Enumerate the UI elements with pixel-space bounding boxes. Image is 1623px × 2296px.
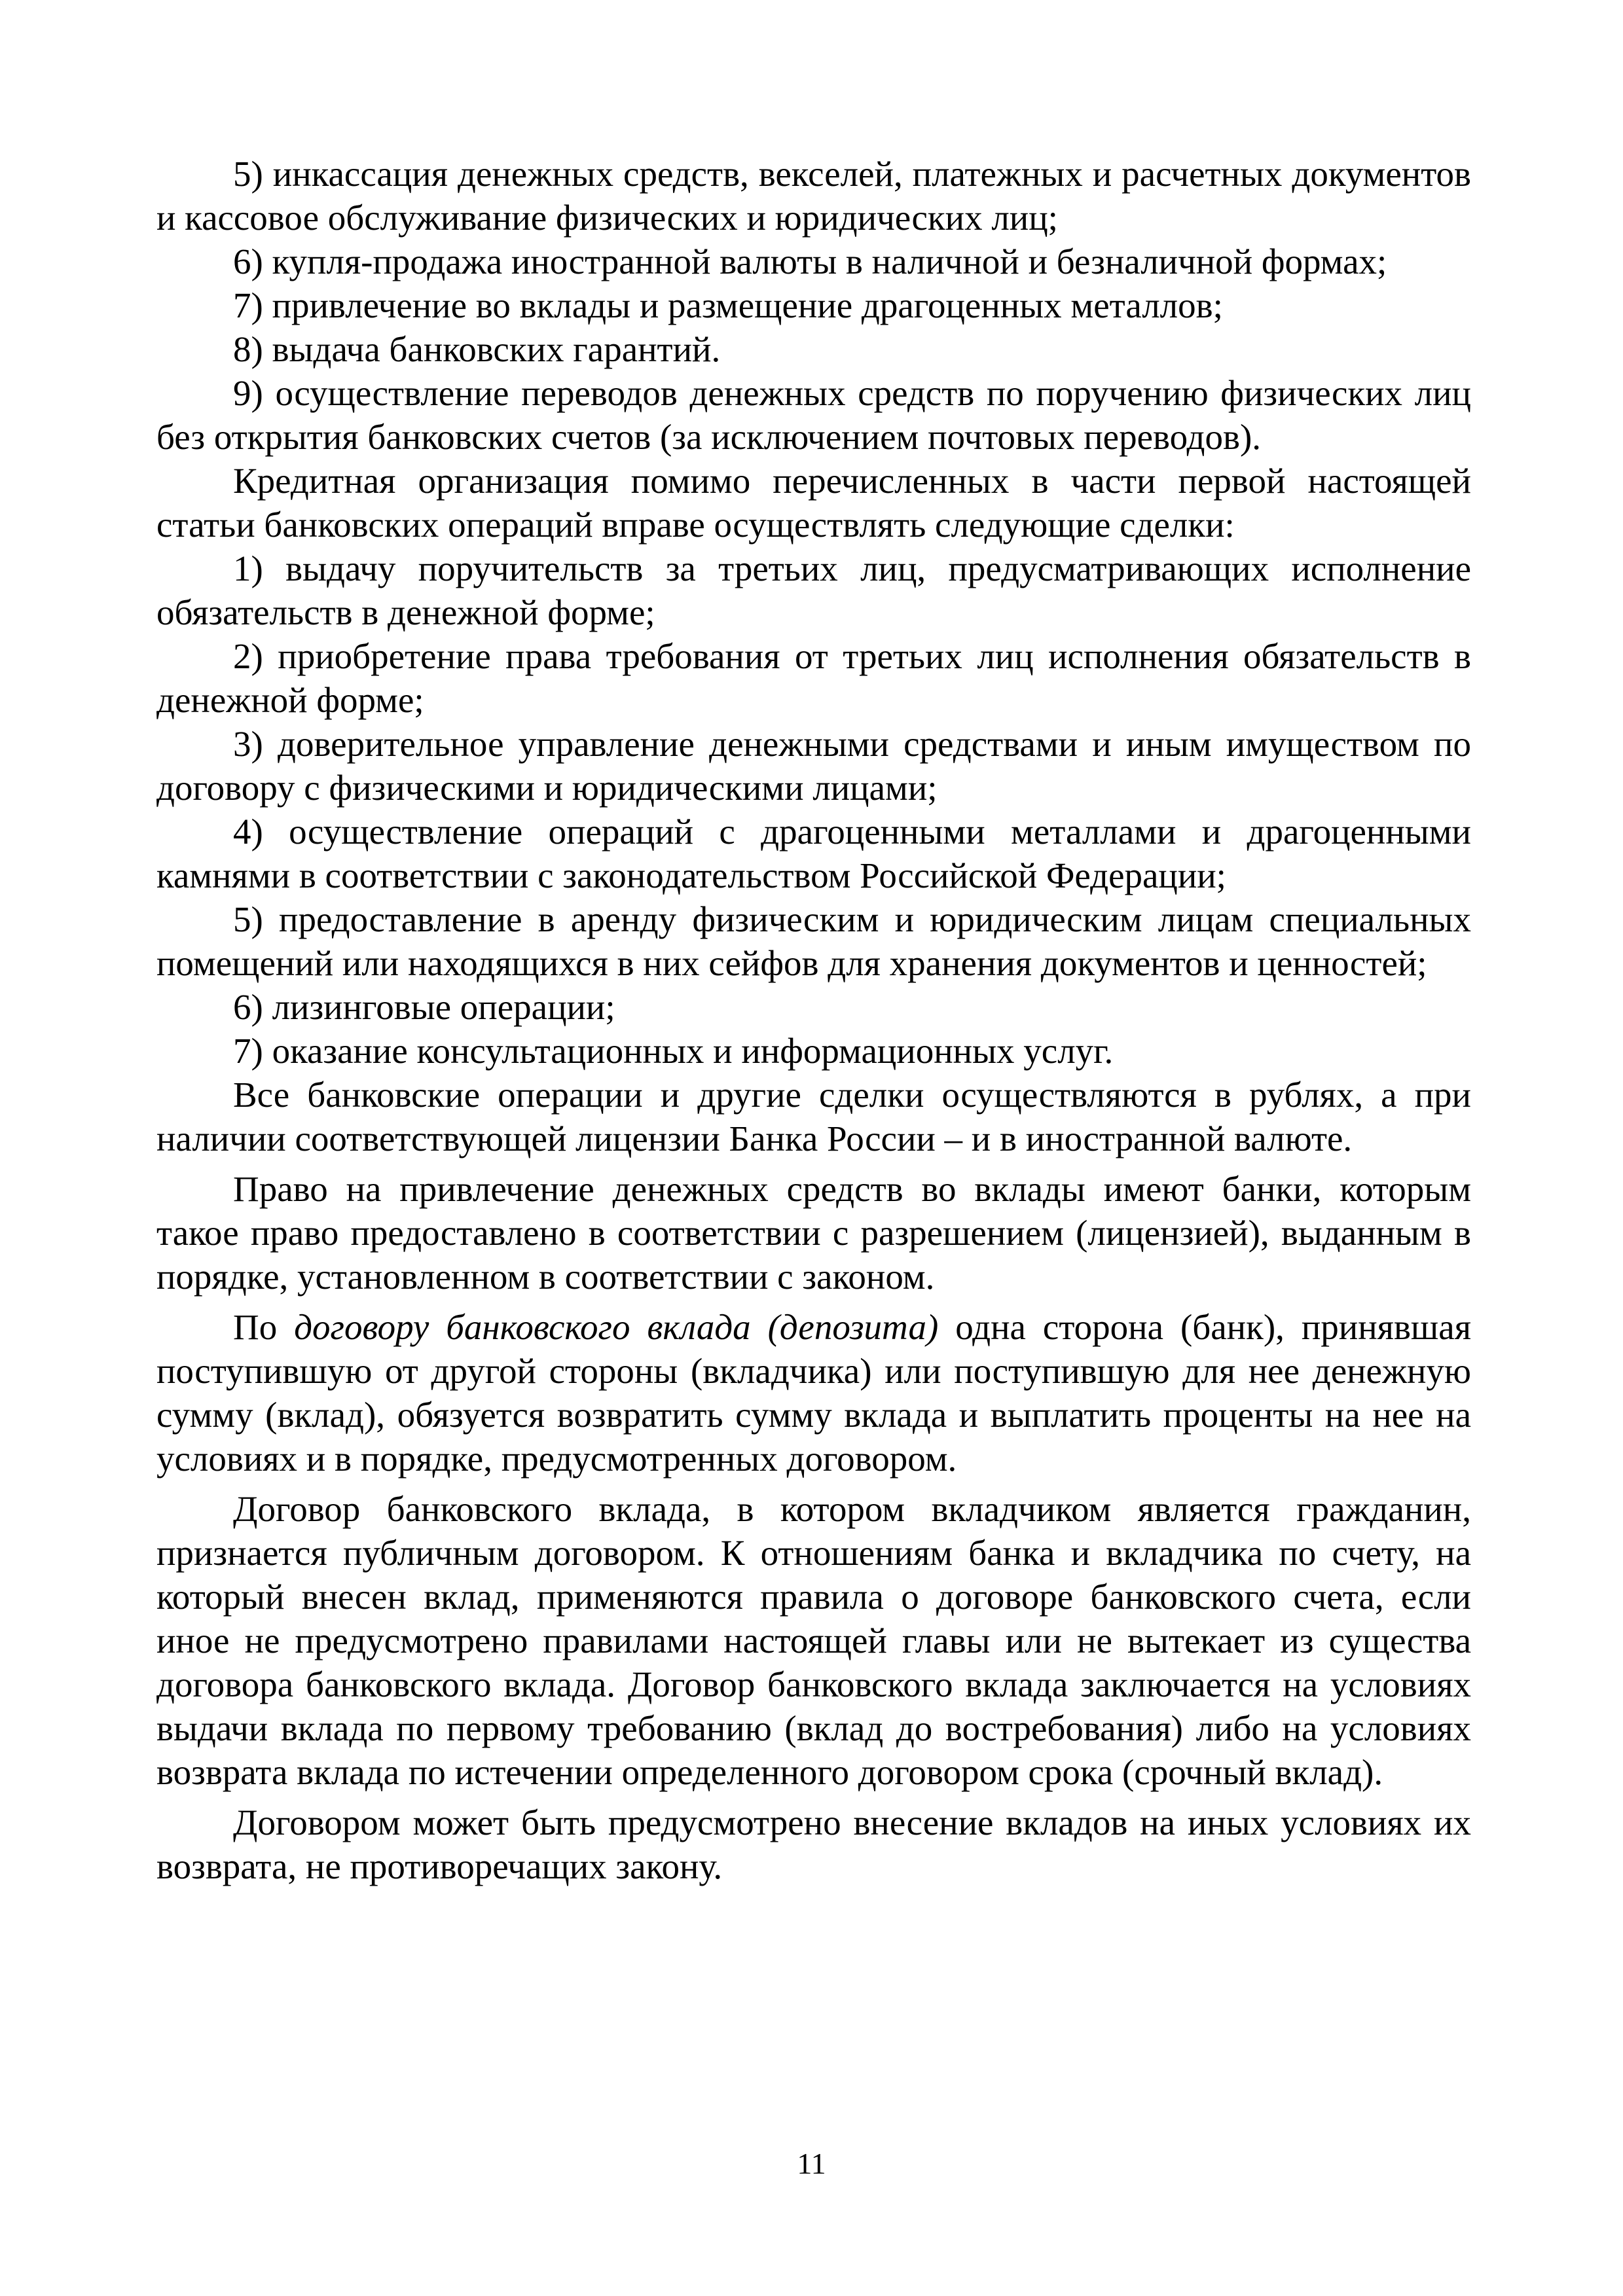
paragraph-item-7-precious-metals-deposits: 7) привлечение во вклады и размещение драгоценных металлов;: [233, 285, 1223, 325]
deposit-contract-term: договору банковского вклада (депозита): [294, 1307, 939, 1347]
paragraph-operations-currency: Все банковские операции и другие сделки осуществляются в рублях, а при наличии соответствующей лицензии Банка России – и в иностранной валюте.: [156, 1075, 1471, 1158]
paragraph-item-8-bank-guarantees: 8) выдача банковских гарантий.: [233, 329, 721, 369]
paragraph-deal-1-suretyships: 1) выдачу поручительств за третьих лиц, предусматривающих исполнение обязательств в денежной форме;: [156, 548, 1471, 632]
paragraph-item-6-currency-exchange: 6) купля-продажа иностранной валюты в наличной и безналичной формах;: [233, 242, 1387, 281]
paragraph-deal-7-consulting: 7) оказание консультационных и информационных услуг.: [233, 1031, 1114, 1071]
paragraph-item-9-money-transfers: 9) осуществление переводов денежных средств по поручению физических лиц без открытия банковских счетов (за исключением почтовых переводов).: [156, 373, 1471, 457]
paragraph-deal-4-precious-operations: 4) осуществление операций с драгоценными металлами и драгоценными камнями в соответствии с законодательством Российской Федерации;: [156, 812, 1471, 895]
paragraph-deal-6-leasing: 6) лизинговые операции;: [233, 987, 615, 1027]
paragraph-item-5-collection: 5) инкассация денежных средств, векселей, платежных и расчетных документов и кассовое обслуживание физических и юридических лиц;: [156, 154, 1471, 238]
paragraph-deposit-rights: Право на привлечение денежных средств во вклады имеют банки, которым такое право предоставлено в соответствии с разрешением (лицензией), выданным в порядке, установленном в соответствии с законом.: [156, 1169, 1471, 1297]
paragraph-deposit-contract-definition: [156, 1305, 1471, 1480]
paragraph-credit-organization-deals: Кредитная организация помимо перечисленных в части первой настоящей статьи банковских операций вправе осуществлять следующие сделки:: [156, 461, 1471, 545]
paragraph-other-conditions: Договором может быть предусмотрено внесение вкладов на иных условиях их возврата, не противоречащих закону.: [156, 1803, 1471, 1886]
paragraph-deal-5-safe-rental: 5) предоставление в аренду физическим и юридическим лицам специальных помещений или находящихся в них сейфов для хранения документов и ценностей;: [156, 899, 1471, 983]
paragraph-deal-2-claim-rights: 2) приобретение права требования от третьих лиц исполнения обязательств в денежной форме;: [156, 636, 1471, 720]
page-number: 11: [797, 2147, 826, 2180]
deposit-definition-rest: одна сторона (банк), принявшая поступившую от другой стороны (вкладчика) или поступившую для нее денежную сумму (вклад), обязуется возвратить сумму вклада и выплатить проценты на нее на условиях и в порядке, предусмотренных договором.: [156, 1307, 1471, 1479]
paragraph-deal-3-trust-management: 3) доверительное управление денежными средствами и иным имуществом по договору с физическими и юридическими лицами;: [156, 724, 1471, 808]
deposit-definition-lead: По: [233, 1307, 295, 1347]
paragraph-public-contract: Договор банковского вклада, в котором вкладчиком является гражданин, признается публичным договором. К отношениям банка и вкладчика по счету, на который внесен вклад, применяются правила о договоре банковского счета, если иное не предусмотрено правилами настоящей главы или не вытекает из существа договора банковского вклада. Договор банковского вклада заключается на условиях выдачи вклада по первому требованию (вклад до востребования) либо на условиях возврата вклада по истечении определенного договором срока (срочный вклад).: [156, 1489, 1471, 1792]
document-body: [156, 152, 1471, 1888]
